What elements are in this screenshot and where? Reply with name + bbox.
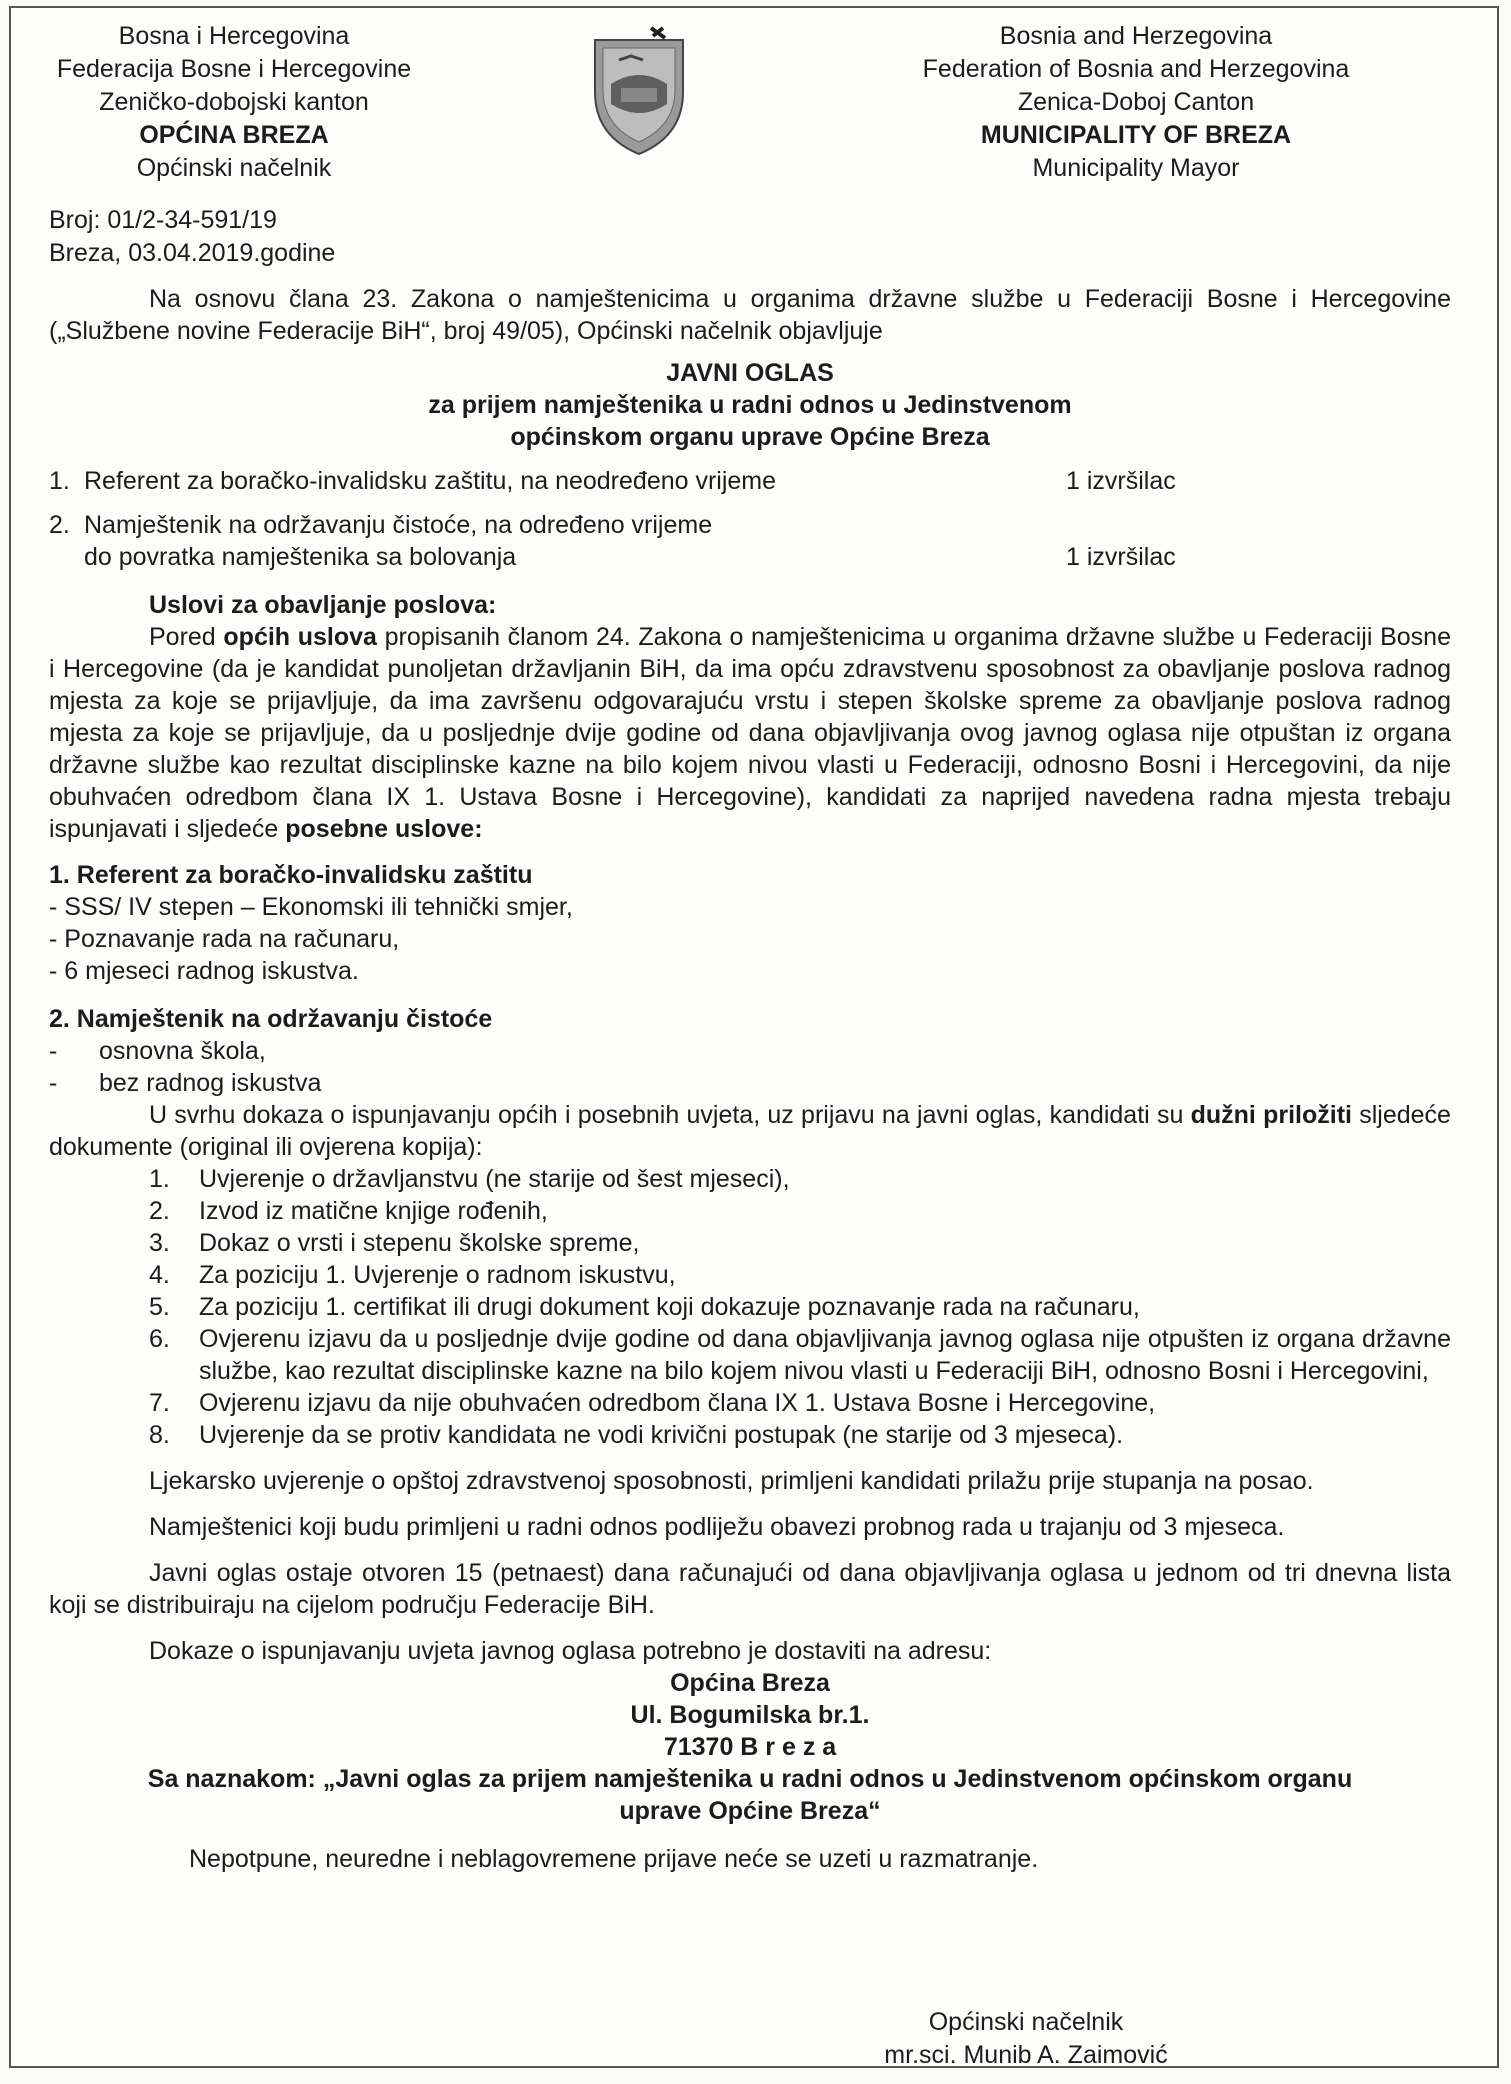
document-item (49, 1163, 1451, 1195)
header-left-canton: Zeničko-dobojski kanton (99, 88, 369, 116)
conditions-paragraph (49, 621, 1451, 845)
address-intro: Dokaze o ispunjavanju uvjeta javnog oglasa potrebno je dostaviti na adresu: (149, 1637, 992, 1665)
document-text: Ovjerenu izjavu da u posljednje dvije godine od dana objavljivanja javnog oglasa nije otpušten iz organa državne službe, kao rezultat disciplinske kazne na bilo kojem nivou vlasti u Federaciji BiH, odnosno Bosni i Hercegovini, (199, 1325, 1451, 1385)
documents-intro-text-a: U svrhu dokaza o ispunjavanju općih i posebnih uvjeta, uz prijavu na javni oglas, kandidati su (149, 1101, 1184, 1129)
documents-required-label: dužni priložiti (1190, 1101, 1352, 1129)
special-2-item-text: bez radnog iskustva (99, 1069, 322, 1097)
header-left-federation: Federacija Bosne i Hercegovine (56, 55, 412, 83)
reference-date: Breza, 03.04.2019.godine (49, 239, 336, 267)
special-conditions-1 (49, 859, 1451, 987)
position-title-continued: do povratka namještenika sa bolovanja (84, 543, 517, 571)
envelope-marking (49, 1763, 1451, 1827)
special-2-item (49, 1067, 1451, 1099)
header-left (29, 20, 439, 185)
document-text: Za poziciju 1. certifikat ili drugi dokument koji dokazuje poznavanje rada na računaru, (199, 1293, 1140, 1321)
document-number: 6. (149, 1325, 170, 1353)
document-item (49, 1419, 1451, 1451)
document-text: Ovjerenu izjavu da nije obuhvaćen odredbom člana IX 1. Ustava Bosne i Hercegovine, (199, 1389, 1156, 1417)
special-conditions-2 (49, 1003, 1451, 1099)
conditions-heading: Uslovi za obavljanje poslova: (149, 591, 497, 619)
special-2-item-text: osnovna škola, (99, 1037, 266, 1065)
document-item (49, 1195, 1451, 1227)
signature-block (861, 2006, 1191, 2072)
documents-list (49, 1163, 1451, 1451)
document-item (49, 1227, 1451, 1259)
header-right-canton: Zenica-Doboj Canton (1017, 88, 1255, 116)
document-number: 1. (149, 1165, 170, 1193)
document-text: Dokaz o vrsti i stepenu školske spreme, (199, 1229, 640, 1257)
special-1-item: - SSS/ IV stepen – Ekonomski ili tehnički smjer, (49, 893, 573, 921)
document-page (9, 6, 1499, 2068)
document-item (49, 1387, 1451, 1419)
signature-title: Općinski načelnik (928, 2008, 1124, 2036)
header-right-municipality: MUNICIPALITY OF BREZA (980, 121, 1292, 149)
header-right (831, 20, 1441, 185)
document-text: Uvjerenje o državljanstvu (ne starije od šest mjeseci), (199, 1165, 790, 1193)
address-line3: 71370 B r e z a (663, 1733, 837, 1761)
position-number: 2. (49, 511, 70, 539)
header-left-office: Općinski načelnik (136, 154, 332, 182)
positions-list (49, 465, 1451, 573)
document-item (49, 1291, 1451, 1323)
reference-number: Broj: 01/2-34-591/19 (49, 206, 277, 234)
conditions-section (49, 589, 1451, 845)
dash-marker: - (49, 1037, 58, 1065)
documents-intro-text-c: sljedeće dokumente (original ili ovjerena kopija): (49, 1101, 1451, 1161)
probation-paragraph: Namještenici koji budu primljeni u radni odnos podliježu obavezi probnog rada u trajanju od 3 mjeseca. (149, 1513, 1285, 1541)
position-title: Namještenik na održavanju čistoće, na određeno vrijeme (84, 511, 713, 539)
notice-title-line1: JAVNI OGLAS (666, 359, 834, 387)
conditions-special-label: posebne uslove: (285, 815, 483, 843)
special-1-heading: 1. Referent za boračko-invalidsku zaštitu (49, 861, 533, 889)
special-1-item: - 6 mjeseci radnog iskustva. (49, 957, 359, 985)
intro-paragraph: Na osnovu člana 23. Zakona o namještenicima u organima državne službe u Federaciji Bosne i Hercegovine („Službene novine Federacije BiH“, broj 49/05), Općinski načelnik objavljuje (49, 285, 1451, 345)
document-number: 7. (149, 1389, 170, 1417)
position-count: 1 izvršilac (1066, 467, 1176, 495)
conditions-text-c: propisanih članom 24. Zakona o namještenicima u organima državne službe u Federaciji Bosne i Hercegovine (da je kandidat punoljetan državljanin BiH, da ima opću zdravstvenu sposobnost za obavljanje poslova radnog mjesta za koje se prijavljuje, da ima završenu odgovarajuću vrstu i stepen školske spreme za obavljanje poslova radnog mjesta za koje se prijavljuje, da u posljednje dvije godine od dana objavljivanja ovog javnog oglasa nije otpuštan iz organa državne službe kao rezultat disciplinske kazne na bilo kojem nivou vlasti u Federaciji, odnosno Bosni i Hercegovini, da nije obuhvaćen odredbom člana IX 1. Ustava Bosne i Hercegovine), kandidati za naprijed navedena radna mjesta trebaju ispunjavati i sljedeće (49, 623, 1451, 843)
document-number: 2. (149, 1197, 170, 1225)
medical-paragraph: Ljekarsko uvjerenje o opštoj zdravstvenoj sposobnosti, primljeni kandidati prilažu prije stupanja na posao. (149, 1467, 1314, 1495)
special-2-item (49, 1035, 1451, 1067)
conditions-text-a: Pored (149, 623, 216, 651)
document-text: Uvjerenje da se protiv kandidata ne vodi krivični postupak (ne starije od 3 mjeseca). (199, 1421, 1124, 1449)
marking-line2: uprave Općine Breza“ (619, 1797, 881, 1825)
coat-of-arms-icon (589, 26, 689, 158)
position-item (49, 509, 1451, 541)
position-count: 1 izvršilac (1066, 543, 1176, 571)
marking-line1: Sa naznakom: „Javni oglas za prijem namještenika u radni odnos u Jedinstvenom općinskom organu (147, 1765, 1353, 1793)
notice-title (49, 357, 1451, 453)
delivery-address (49, 1667, 1451, 1763)
document-number: 3. (149, 1229, 170, 1257)
position-item (49, 465, 1451, 497)
reference-block (49, 204, 335, 270)
header-right-federation: Federation of Bosnia and Herzegovina (922, 55, 1350, 83)
address-line1: Općina Breza (670, 1669, 830, 1697)
document-text: Izvod iz matične knjige rođenih, (199, 1197, 548, 1225)
signature-name: mr.sci. Munib A. Zaimović (884, 2041, 1168, 2069)
document-item (49, 1323, 1451, 1387)
position-number: 1. (49, 467, 70, 495)
dash-marker: - (49, 1069, 58, 1097)
document-number: 5. (149, 1293, 170, 1321)
document-number: 4. (149, 1261, 170, 1289)
special-2-heading: 2. Namještenik na održavanju čistoće (49, 1005, 493, 1033)
header-right-office: Municipality Mayor (1032, 154, 1240, 182)
address-line2: Ul. Bogumilska br.1. (630, 1701, 870, 1729)
document-text: Za poziciju 1. Uvjerenje o radnom iskustvu, (199, 1261, 676, 1289)
notice-title-line2: za prijem namještenika u radni odnos u Jedinstvenom (428, 391, 1072, 419)
conditions-general-label: općih uslova (223, 623, 377, 651)
open-period-paragraph: Javni oglas ostaje otvoren 15 (petnaest) dana računajući od dana objavljivanja oglasa u jednom od tri dnevna lista koji se distribuiraju na cijelom području Federacije BiH. (49, 1559, 1451, 1619)
header-left-country: Bosna i Hercegovina (118, 22, 350, 50)
special-1-item: - Poznavanje rada na računaru, (49, 925, 400, 953)
header-left-municipality: OPĆINA BREZA (139, 121, 329, 149)
incomplete-applications-note: Nepotpune, neuredne i neblagovremene prijave neće se uzeti u razmatranje. (189, 1845, 1039, 1873)
documents-intro (49, 1099, 1451, 1163)
notice-title-line3: općinskom organu uprave Općine Breza (510, 423, 990, 451)
position-item-continued (49, 541, 1451, 573)
document-body (49, 283, 1451, 1875)
document-number: 8. (149, 1421, 170, 1449)
document-item (49, 1259, 1451, 1291)
header-right-country: Bosnia and Herzegovina (999, 22, 1273, 50)
position-title: Referent za boračko-invalidsku zaštitu, na neodređeno vrijeme (84, 467, 777, 495)
